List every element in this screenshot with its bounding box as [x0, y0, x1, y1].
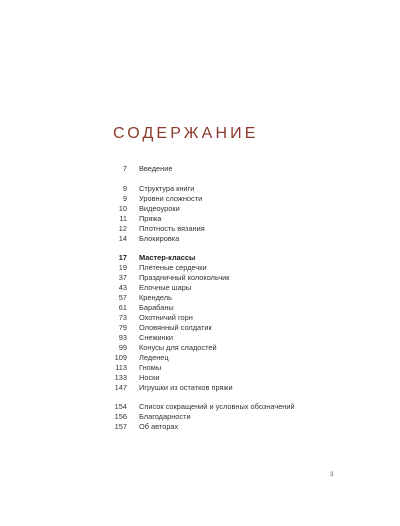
- toc-page-number: 79: [118, 323, 127, 332]
- toc-entry[interactable]: [0, 163, 400, 174]
- toc-page-number: 113: [115, 363, 127, 372]
- toc-entry[interactable]: [0, 421, 400, 432]
- toc-page-number: 9: [122, 194, 127, 203]
- toc-title: Конусы для сладостей: [139, 343, 217, 352]
- page-title: СОДЕРЖАНИЕ: [113, 125, 259, 142]
- toc-title: Структура книги: [139, 184, 195, 193]
- toc-title: Снежинки: [139, 333, 173, 342]
- toc-page-number: 93: [118, 333, 127, 342]
- toc-title: Барабаны: [139, 303, 174, 312]
- toc-title: Видеоуроки: [139, 204, 180, 213]
- toc-page-number: 43: [118, 283, 127, 292]
- toc-page-number: 147: [114, 383, 127, 392]
- toc-page-number: 154: [114, 402, 127, 411]
- toc-title: Праздничный колокольчик: [139, 273, 230, 282]
- toc-page-number: 109: [114, 353, 127, 362]
- toc-title: Уровни сложности: [139, 194, 203, 203]
- toc-title: Елочные шары: [139, 283, 192, 292]
- toc-title: Список сокращений и условных обозначений: [139, 402, 295, 411]
- toc-page-number: 10: [118, 204, 127, 213]
- toc-title: Благодарности: [139, 412, 191, 421]
- toc-title: Пряжа: [139, 214, 162, 223]
- toc-title: Гномы: [139, 363, 162, 372]
- toc-page-number: 61: [118, 303, 127, 312]
- toc-page-number: 99: [118, 343, 127, 352]
- toc-title: Блокировка: [139, 234, 180, 243]
- toc-entry[interactable]: [0, 382, 400, 393]
- toc-page-number: 17: [118, 253, 127, 262]
- page-number: 3: [330, 472, 334, 478]
- toc-page-number: 11: [119, 214, 127, 223]
- toc-entry[interactable]: [0, 233, 400, 244]
- toc-page-number: 7: [122, 164, 127, 173]
- toc-page-number: 156: [114, 412, 127, 421]
- toc-title: Носки: [139, 373, 160, 382]
- toc-title: Плетеные сердечки: [139, 263, 207, 272]
- toc-title: Мастер-классы: [139, 253, 196, 262]
- toc-title: Об авторах: [139, 422, 179, 431]
- toc-page-number: 57: [118, 293, 127, 302]
- toc-title: Игрушки из остатков пряжи: [139, 383, 233, 392]
- toc-page-number: 157: [114, 422, 127, 431]
- toc-page-number: 12: [118, 224, 127, 233]
- toc-title: Оловянный солдатик: [139, 323, 212, 332]
- toc-page-number: 9: [122, 184, 127, 193]
- toc-title: Введение: [139, 164, 173, 173]
- toc-page-number: 133: [114, 373, 127, 382]
- toc-title: Плотность вязания: [139, 224, 205, 233]
- toc-page-number: 14: [118, 234, 127, 243]
- toc-page-number: 37: [118, 273, 127, 282]
- toc-page-number: 19: [118, 263, 127, 272]
- toc-title: Охотничий горн: [139, 313, 193, 322]
- toc-title: Леденец: [139, 353, 169, 362]
- toc-page-number: 73: [118, 313, 127, 322]
- toc-title: Крендель: [139, 293, 172, 302]
